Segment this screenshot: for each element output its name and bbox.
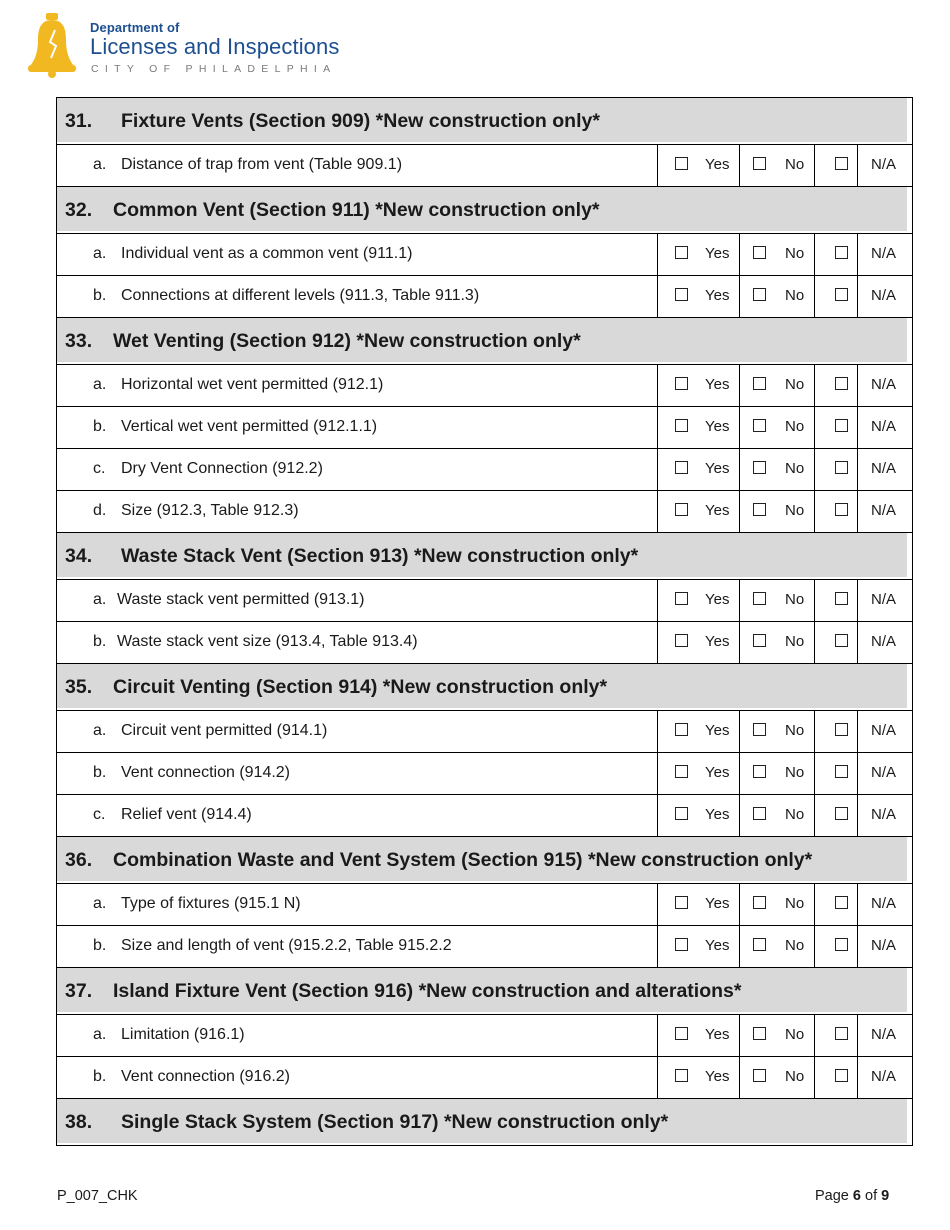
na-checkbox[interactable]: [835, 896, 848, 909]
column-divider: [814, 884, 815, 925]
checklist-row: [57, 234, 912, 276]
na-checkbox[interactable]: [835, 807, 848, 820]
section-title: Combination Waste and Vent System (Section 915) *New construction only*: [113, 849, 813, 871]
item-label: Circuit vent permitted (914.1): [121, 722, 328, 739]
section-number: 34.: [65, 545, 93, 567]
na-checkbox[interactable]: [835, 634, 848, 647]
yes-checkbox[interactable]: [675, 1069, 688, 1082]
page-total: 9: [881, 1188, 890, 1204]
column-divider: [857, 622, 858, 663]
na-option-label: N/A: [871, 418, 897, 435]
na-option-label: N/A: [871, 460, 897, 477]
yes-checkbox[interactable]: [675, 807, 688, 820]
yes-checkbox[interactable]: [675, 461, 688, 474]
section-title: Wet Venting (Section 912) *New construction only*: [113, 330, 581, 352]
na-checkbox[interactable]: [835, 246, 848, 259]
item-label: Size (912.3, Table 912.3): [121, 502, 299, 519]
section-header: [57, 187, 912, 234]
section-number: 31.: [65, 110, 93, 132]
column-divider: [857, 753, 858, 794]
na-checkbox[interactable]: [835, 592, 848, 605]
item-letter: b.: [93, 764, 107, 781]
no-checkbox[interactable]: [753, 1069, 766, 1082]
no-option-label: No: [785, 722, 805, 739]
na-checkbox[interactable]: [835, 1027, 848, 1040]
no-checkbox[interactable]: [753, 723, 766, 736]
column-divider: [857, 407, 858, 448]
na-option-label: N/A: [871, 1026, 897, 1043]
yes-checkbox[interactable]: [675, 723, 688, 736]
no-option-label: No: [785, 460, 805, 477]
no-checkbox[interactable]: [753, 157, 766, 170]
na-checkbox[interactable]: [835, 1069, 848, 1082]
column-divider: [739, 884, 740, 925]
column-divider: [814, 145, 815, 186]
na-checkbox[interactable]: [835, 157, 848, 170]
no-option-label: No: [785, 502, 805, 519]
item-label: Type of fixtures (915.1 N): [121, 895, 301, 912]
no-option-label: No: [785, 591, 805, 608]
column-divider: [857, 926, 858, 967]
no-checkbox[interactable]: [753, 807, 766, 820]
item-label: Waste stack vent size (913.4, Table 913.4): [117, 633, 418, 650]
no-option-label: No: [785, 937, 805, 954]
column-divider: [857, 580, 858, 621]
na-option-label: N/A: [871, 722, 897, 739]
department-logo: [28, 10, 368, 80]
checklist-row: [57, 276, 912, 318]
column-divider: [857, 449, 858, 490]
yes-option-label: Yes: [705, 722, 730, 739]
page-current: 6: [852, 1188, 861, 1204]
item-letter: a.: [93, 376, 107, 393]
item-letter: b.: [93, 633, 107, 650]
na-option-label: N/A: [871, 287, 897, 304]
column-divider: [739, 491, 740, 532]
section-header: [57, 318, 912, 365]
column-divider: [657, 622, 658, 663]
item-label: Connections at different levels (911.3, Table 911.3): [121, 287, 480, 304]
column-divider: [739, 407, 740, 448]
section-number: 38.: [65, 1111, 93, 1133]
section-title: Common Vent (Section 911) *New construction only*: [113, 199, 600, 221]
column-divider: [857, 365, 858, 406]
column-divider: [857, 1057, 858, 1098]
page-of: of: [865, 1188, 878, 1204]
na-option-label: N/A: [871, 633, 897, 650]
yes-checkbox[interactable]: [675, 246, 688, 259]
section-title: Waste Stack Vent (Section 913) *New construction only*: [121, 545, 639, 567]
item-label: Horizontal wet vent permitted (912.1): [121, 376, 384, 393]
section-header: [57, 1099, 912, 1146]
column-divider: [814, 365, 815, 406]
item-letter: a.: [93, 591, 107, 608]
yes-option-label: Yes: [705, 1068, 730, 1085]
yes-checkbox[interactable]: [675, 503, 688, 516]
column-divider: [857, 1015, 858, 1056]
column-divider: [739, 753, 740, 794]
section-header: [57, 837, 912, 884]
yes-option-label: Yes: [705, 895, 730, 912]
column-divider: [739, 276, 740, 317]
yes-option-label: Yes: [705, 591, 730, 608]
department-name: Licenses and Inspections: [90, 34, 340, 59]
yes-option-label: Yes: [705, 937, 730, 954]
item-letter: a.: [93, 895, 107, 912]
item-label: Limitation (916.1): [121, 1026, 245, 1043]
item-letter: b.: [93, 1068, 107, 1085]
column-divider: [857, 145, 858, 186]
item-label: Relief vent (914.4): [121, 806, 252, 823]
checklist-row: [57, 1015, 912, 1057]
checklist-row: [57, 407, 912, 449]
item-letter: c.: [93, 806, 106, 823]
column-divider: [814, 234, 815, 275]
na-option-label: N/A: [871, 376, 897, 393]
column-divider: [739, 926, 740, 967]
column-divider: [657, 449, 658, 490]
yes-option-label: Yes: [705, 156, 730, 173]
yes-checkbox[interactable]: [675, 157, 688, 170]
page-indicator: [815, 1188, 889, 1204]
column-divider: [814, 622, 815, 663]
no-checkbox[interactable]: [753, 634, 766, 647]
item-label: Individual vent as a common vent (911.1): [121, 245, 413, 262]
no-option-label: No: [785, 1026, 805, 1043]
item-label: Vent connection (914.2): [121, 764, 291, 781]
column-divider: [657, 711, 658, 752]
column-divider: [857, 884, 858, 925]
item-label: Dry Vent Connection (912.2): [121, 460, 323, 477]
column-divider: [739, 580, 740, 621]
na-option-label: N/A: [871, 245, 897, 262]
yes-option-label: Yes: [705, 806, 730, 823]
no-checkbox[interactable]: [753, 765, 766, 778]
column-divider: [857, 276, 858, 317]
no-checkbox[interactable]: [753, 592, 766, 605]
no-option-label: No: [785, 633, 805, 650]
na-option-label: N/A: [871, 895, 897, 912]
yes-checkbox[interactable]: [675, 1027, 688, 1040]
form-code: P_007_CHK: [57, 1188, 138, 1204]
yes-checkbox[interactable]: [675, 592, 688, 605]
column-divider: [657, 753, 658, 794]
item-letter: c.: [93, 460, 106, 477]
section-title: Single Stack System (Section 917) *New construction only*: [121, 1111, 669, 1133]
checklist-row: [57, 365, 912, 407]
yes-option-label: Yes: [705, 764, 730, 781]
column-divider: [814, 407, 815, 448]
column-divider: [739, 1057, 740, 1098]
yes-option-label: Yes: [705, 1026, 730, 1043]
column-divider: [857, 795, 858, 836]
checklist-row: [57, 491, 912, 533]
column-divider: [814, 1015, 815, 1056]
yes-option-label: Yes: [705, 376, 730, 393]
no-checkbox[interactable]: [753, 938, 766, 951]
department-prefix: Department of: [90, 20, 180, 35]
item-label: Waste stack vent permitted (913.1): [117, 591, 365, 608]
no-checkbox[interactable]: [753, 1027, 766, 1040]
column-divider: [657, 407, 658, 448]
no-option-label: No: [785, 418, 805, 435]
checklist-table: [56, 97, 913, 1146]
na-checkbox[interactable]: [835, 723, 848, 736]
checklist-row: [57, 711, 912, 753]
yes-checkbox[interactable]: [675, 896, 688, 909]
na-option-label: N/A: [871, 502, 897, 519]
item-letter: a.: [93, 156, 107, 173]
no-checkbox[interactable]: [753, 461, 766, 474]
column-divider: [657, 145, 658, 186]
item-letter: b.: [93, 418, 107, 435]
section-number: 33.: [65, 330, 93, 352]
na-option-label: N/A: [871, 937, 897, 954]
column-divider: [814, 580, 815, 621]
liberty-bell-icon: [28, 10, 86, 80]
yes-option-label: Yes: [705, 245, 730, 262]
section-number: 37.: [65, 980, 93, 1002]
yes-checkbox[interactable]: [675, 419, 688, 432]
column-divider: [657, 580, 658, 621]
city-name: CITY OF PHILADELPHIA: [91, 63, 337, 75]
section-header: [57, 664, 912, 711]
item-label: Vertical wet vent permitted (912.1.1): [121, 418, 378, 435]
column-divider: [739, 795, 740, 836]
no-checkbox[interactable]: [753, 246, 766, 259]
na-checkbox[interactable]: [835, 377, 848, 390]
checklist-row: [57, 145, 912, 187]
yes-option-label: Yes: [705, 287, 730, 304]
column-divider: [739, 622, 740, 663]
column-divider: [814, 753, 815, 794]
no-checkbox[interactable]: [753, 896, 766, 909]
section-header: [57, 533, 912, 580]
column-divider: [657, 884, 658, 925]
section-header: [57, 968, 912, 1015]
column-divider: [857, 234, 858, 275]
column-divider: [739, 234, 740, 275]
item-letter: a.: [93, 1026, 107, 1043]
section-title: Circuit Venting (Section 914) *New construction only*: [113, 676, 608, 698]
checklist-row: [57, 884, 912, 926]
column-divider: [739, 365, 740, 406]
na-checkbox[interactable]: [835, 288, 848, 301]
item-letter: b.: [93, 287, 107, 304]
section-title: Fixture Vents (Section 909) *New construction only*: [121, 110, 600, 132]
no-option-label: No: [785, 1068, 805, 1085]
column-divider: [814, 449, 815, 490]
no-checkbox[interactable]: [753, 419, 766, 432]
column-divider: [657, 926, 658, 967]
na-checkbox[interactable]: [835, 419, 848, 432]
checklist-row: [57, 449, 912, 491]
checklist-row: [57, 1057, 912, 1099]
no-checkbox[interactable]: [753, 377, 766, 390]
item-label: Distance of trap from vent (Table 909.1): [121, 156, 403, 173]
checklist-row: [57, 622, 912, 664]
column-divider: [657, 365, 658, 406]
section-number: 32.: [65, 199, 93, 221]
no-option-label: No: [785, 156, 805, 173]
checklist-row: [57, 580, 912, 622]
no-checkbox[interactable]: [753, 288, 766, 301]
column-divider: [857, 711, 858, 752]
na-option-label: N/A: [871, 591, 897, 608]
column-divider: [657, 795, 658, 836]
item-letter: b.: [93, 937, 107, 954]
column-divider: [739, 449, 740, 490]
column-divider: [739, 145, 740, 186]
yes-checkbox[interactable]: [675, 765, 688, 778]
column-divider: [657, 1057, 658, 1098]
column-divider: [657, 234, 658, 275]
column-divider: [814, 711, 815, 752]
checklist-row: [57, 926, 912, 968]
checklist-row: [57, 795, 912, 837]
column-divider: [814, 1057, 815, 1098]
item-label: Size and length of vent (915.2.2, Table 915.2.2: [121, 937, 452, 954]
page-word: Page: [815, 1188, 849, 1204]
item-label: Vent connection (916.2): [121, 1068, 291, 1085]
yes-checkbox[interactable]: [675, 377, 688, 390]
column-divider: [657, 491, 658, 532]
na-checkbox[interactable]: [835, 461, 848, 474]
na-option-label: N/A: [871, 764, 897, 781]
column-divider: [814, 926, 815, 967]
item-letter: a.: [93, 245, 107, 262]
no-option-label: No: [785, 764, 805, 781]
no-option-label: No: [785, 376, 805, 393]
no-option-label: No: [785, 895, 805, 912]
na-option-label: N/A: [871, 1068, 897, 1085]
column-divider: [739, 711, 740, 752]
yes-option-label: Yes: [705, 418, 730, 435]
na-checkbox[interactable]: [835, 938, 848, 951]
no-option-label: No: [785, 806, 805, 823]
no-option-label: No: [785, 245, 805, 262]
item-letter: a.: [93, 722, 107, 739]
yes-checkbox[interactable]: [675, 288, 688, 301]
column-divider: [857, 491, 858, 532]
checklist-row: [57, 753, 912, 795]
item-letter: d.: [93, 502, 107, 519]
column-divider: [814, 491, 815, 532]
yes-option-label: Yes: [705, 502, 730, 519]
section-title: Island Fixture Vent (Section 916) *New construction and alterations*: [113, 980, 742, 1002]
column-divider: [657, 1015, 658, 1056]
no-option-label: No: [785, 287, 805, 304]
na-option-label: N/A: [871, 806, 897, 823]
section-number: 35.: [65, 676, 93, 698]
column-divider: [814, 795, 815, 836]
no-checkbox[interactable]: [753, 503, 766, 516]
column-divider: [739, 1015, 740, 1056]
na-option-label: N/A: [871, 156, 897, 173]
yes-checkbox[interactable]: [675, 938, 688, 951]
column-divider: [657, 276, 658, 317]
yes-option-label: Yes: [705, 460, 730, 477]
yes-option-label: Yes: [705, 633, 730, 650]
section-number: 36.: [65, 849, 93, 871]
yes-checkbox[interactable]: [675, 634, 688, 647]
column-divider: [814, 276, 815, 317]
section-header: [57, 98, 912, 145]
na-checkbox[interactable]: [835, 765, 848, 778]
na-checkbox[interactable]: [835, 503, 848, 516]
